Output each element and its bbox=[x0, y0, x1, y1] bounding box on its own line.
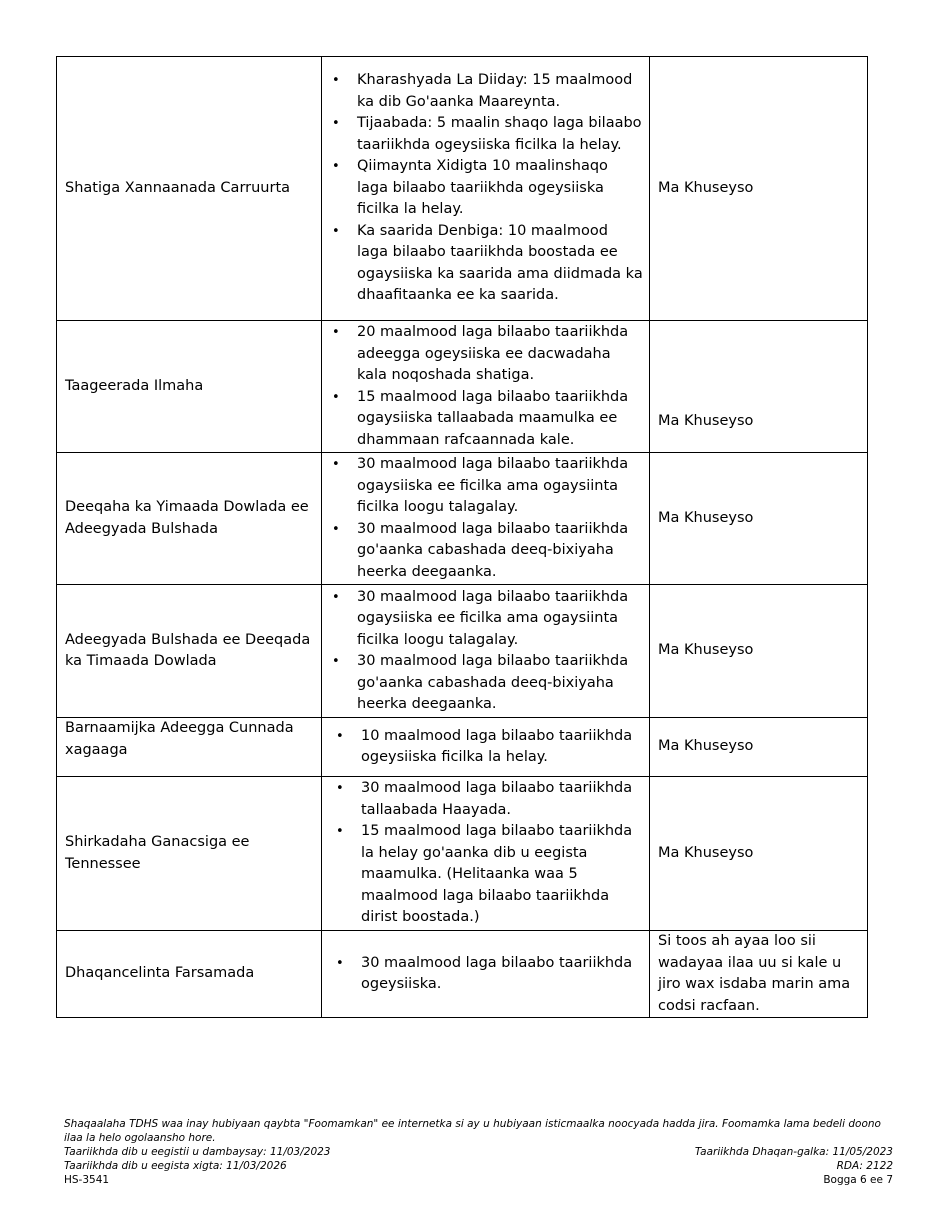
table-row bbox=[57, 57, 868, 321]
deadline-list bbox=[322, 953, 649, 996]
list-item: • 30 maalmood laga bilaabo taariikhda tallaabada Haayada. bbox=[326, 778, 643, 821]
program-cell: Shatiga Xannaanada Carruurta bbox=[57, 57, 322, 321]
deadline-cell bbox=[322, 777, 650, 931]
list-item: • 30 maalmood laga bilaabo taariikhda go'aanka cabashada deeq-bixiyaha heerka deegaanka. bbox=[322, 651, 643, 716]
appeal-status-cell: Ma Khuseyso bbox=[650, 453, 868, 585]
list-item: • 30 maalmood laga bilaabo taariikhda ogeysiiska. bbox=[326, 953, 643, 996]
appeal-status-cell: Si toos ah ayaa loo sii wadayaa ilaa uu si kale u jiro wax isdaba marin ama codsi racfaan. bbox=[650, 931, 868, 1018]
list-item: • 30 maalmood laga bilaabo taariikhda ogaysiiska ee ficilka ama ogaysiinta ficilka loogu talagalay. bbox=[322, 587, 643, 652]
list-item: • Qiimaynta Xidigta 10 maalinshaqo laga bilaabo taariikhda ogeysiiska ficilka la helay. bbox=[322, 156, 643, 221]
deadline-cell bbox=[322, 931, 650, 1018]
footer-row-2 bbox=[64, 1159, 893, 1173]
list-item: • 15 maalmood laga bilaabo taariikhda la helay go'aanka dib u eegista maamulka. (Helitaanka waa 5 maalmood laga bilaabo taariikhda dirist boostada.) bbox=[326, 821, 643, 929]
form-number: HS-3541 bbox=[64, 1174, 110, 1186]
appeal-status-cell: Ma Khuseyso bbox=[650, 321, 868, 453]
footer-disclaimer: Shaqaalaha TDHS waa inay hubiyaan qaybta "Foomamkan" ee internetka si ay u hubiyaan isticmaalka noocyada hadda jira. Foomamka lama bedeli doono ilaa la helo ogolaansho hore. bbox=[64, 1118, 881, 1144]
list-item: • 15 maalmood laga bilaabo taariikhda ogaysiiska tallaabada maamulka ee dhammaan rafcaannada kale. bbox=[322, 387, 643, 452]
program-cell: Shirkadaha Ganacsiga ee Tennessee bbox=[57, 777, 322, 931]
next-review-date: Taariikhda dib u eegista xigta: 11/03/2026 bbox=[64, 1160, 287, 1172]
deadline-cell bbox=[322, 321, 650, 453]
deadline-list bbox=[322, 454, 649, 583]
deadline-cell bbox=[322, 718, 650, 777]
footer-row-1 bbox=[64, 1145, 893, 1159]
list-item: • Tijaabada: 5 maalin shaqo laga bilaabo taariikhda ogeysiiska ficilka la helay. bbox=[322, 113, 643, 156]
deadline-cell bbox=[322, 585, 650, 718]
deadline-cell bbox=[322, 453, 650, 585]
table-row bbox=[57, 453, 868, 585]
effective-date: Taariikhda Dhaqan-galka: 11/05/2023 bbox=[694, 1146, 893, 1158]
list-item: • 10 maalmood laga bilaabo taariikhda ogeysiiska ficilka la helay. bbox=[326, 726, 643, 769]
deadline-list bbox=[322, 322, 649, 451]
program-cell: Dhaqancelinta Farsamada bbox=[57, 931, 322, 1018]
table-row bbox=[57, 321, 868, 453]
table-row bbox=[57, 718, 868, 777]
table-row bbox=[57, 777, 868, 931]
table-row bbox=[57, 585, 868, 718]
table-row bbox=[57, 931, 868, 1018]
page-number: Bogga 6 ee 7 bbox=[823, 1174, 893, 1186]
program-cell: Taageerada Ilmaha bbox=[57, 321, 322, 453]
deadline-list bbox=[322, 726, 649, 769]
appeal-status-cell: Ma Khuseyso bbox=[650, 718, 868, 777]
deadline-list bbox=[322, 587, 649, 716]
list-item: • 20 maalmood laga bilaabo taariikhda adeegga ogeysiiska ee dacwadaha kala noqoshada shatiga. bbox=[322, 322, 643, 387]
appeal-status-cell: Ma Khuseyso bbox=[650, 585, 868, 718]
list-item: • 30 maalmood laga bilaabo taariikhda go'aanka cabashada deeq-bixiyaha heerka deegaanka. bbox=[322, 519, 643, 584]
program-cell: Deeqaha ka Yimaada Dowlada ee Adeegyada Bulshada bbox=[57, 453, 322, 585]
list-item: • Kharashyada La Diiday: 15 maalmood ka dib Go'aanka Maareynta. bbox=[322, 70, 643, 113]
footer-row-3 bbox=[64, 1173, 893, 1187]
page-footer bbox=[64, 1117, 893, 1187]
deadline-cell bbox=[322, 57, 650, 321]
program-cell: Adeegyada Bulshada ee Deeqada ka Timaada Dowlada bbox=[57, 585, 322, 718]
rda-number: RDA: 2122 bbox=[836, 1160, 893, 1172]
appeal-deadlines-table bbox=[56, 56, 868, 1018]
program-cell: Barnaamijka Adeegga Cunnada xagaaga bbox=[57, 718, 322, 777]
deadline-list bbox=[322, 778, 649, 929]
last-review-date: Taariikhda dib u eegistii u dambaysay: 11/03/2023 bbox=[64, 1146, 331, 1158]
appeal-status-cell: Ma Khuseyso bbox=[650, 777, 868, 931]
deadline-list bbox=[322, 70, 649, 307]
list-item: • Ka saarida Denbiga: 10 maalmood laga bilaabo taariikhda boostada ee ogaysiiska ka saarida ama diidmada ka dhaafitaanka ee ka saarida. bbox=[322, 221, 643, 307]
list-item: • 30 maalmood laga bilaabo taariikhda ogaysiiska ee ficilka ama ogaysiinta ficilka loogu talagalay. bbox=[322, 454, 643, 519]
appeal-status-cell: Ma Khuseyso bbox=[650, 57, 868, 321]
